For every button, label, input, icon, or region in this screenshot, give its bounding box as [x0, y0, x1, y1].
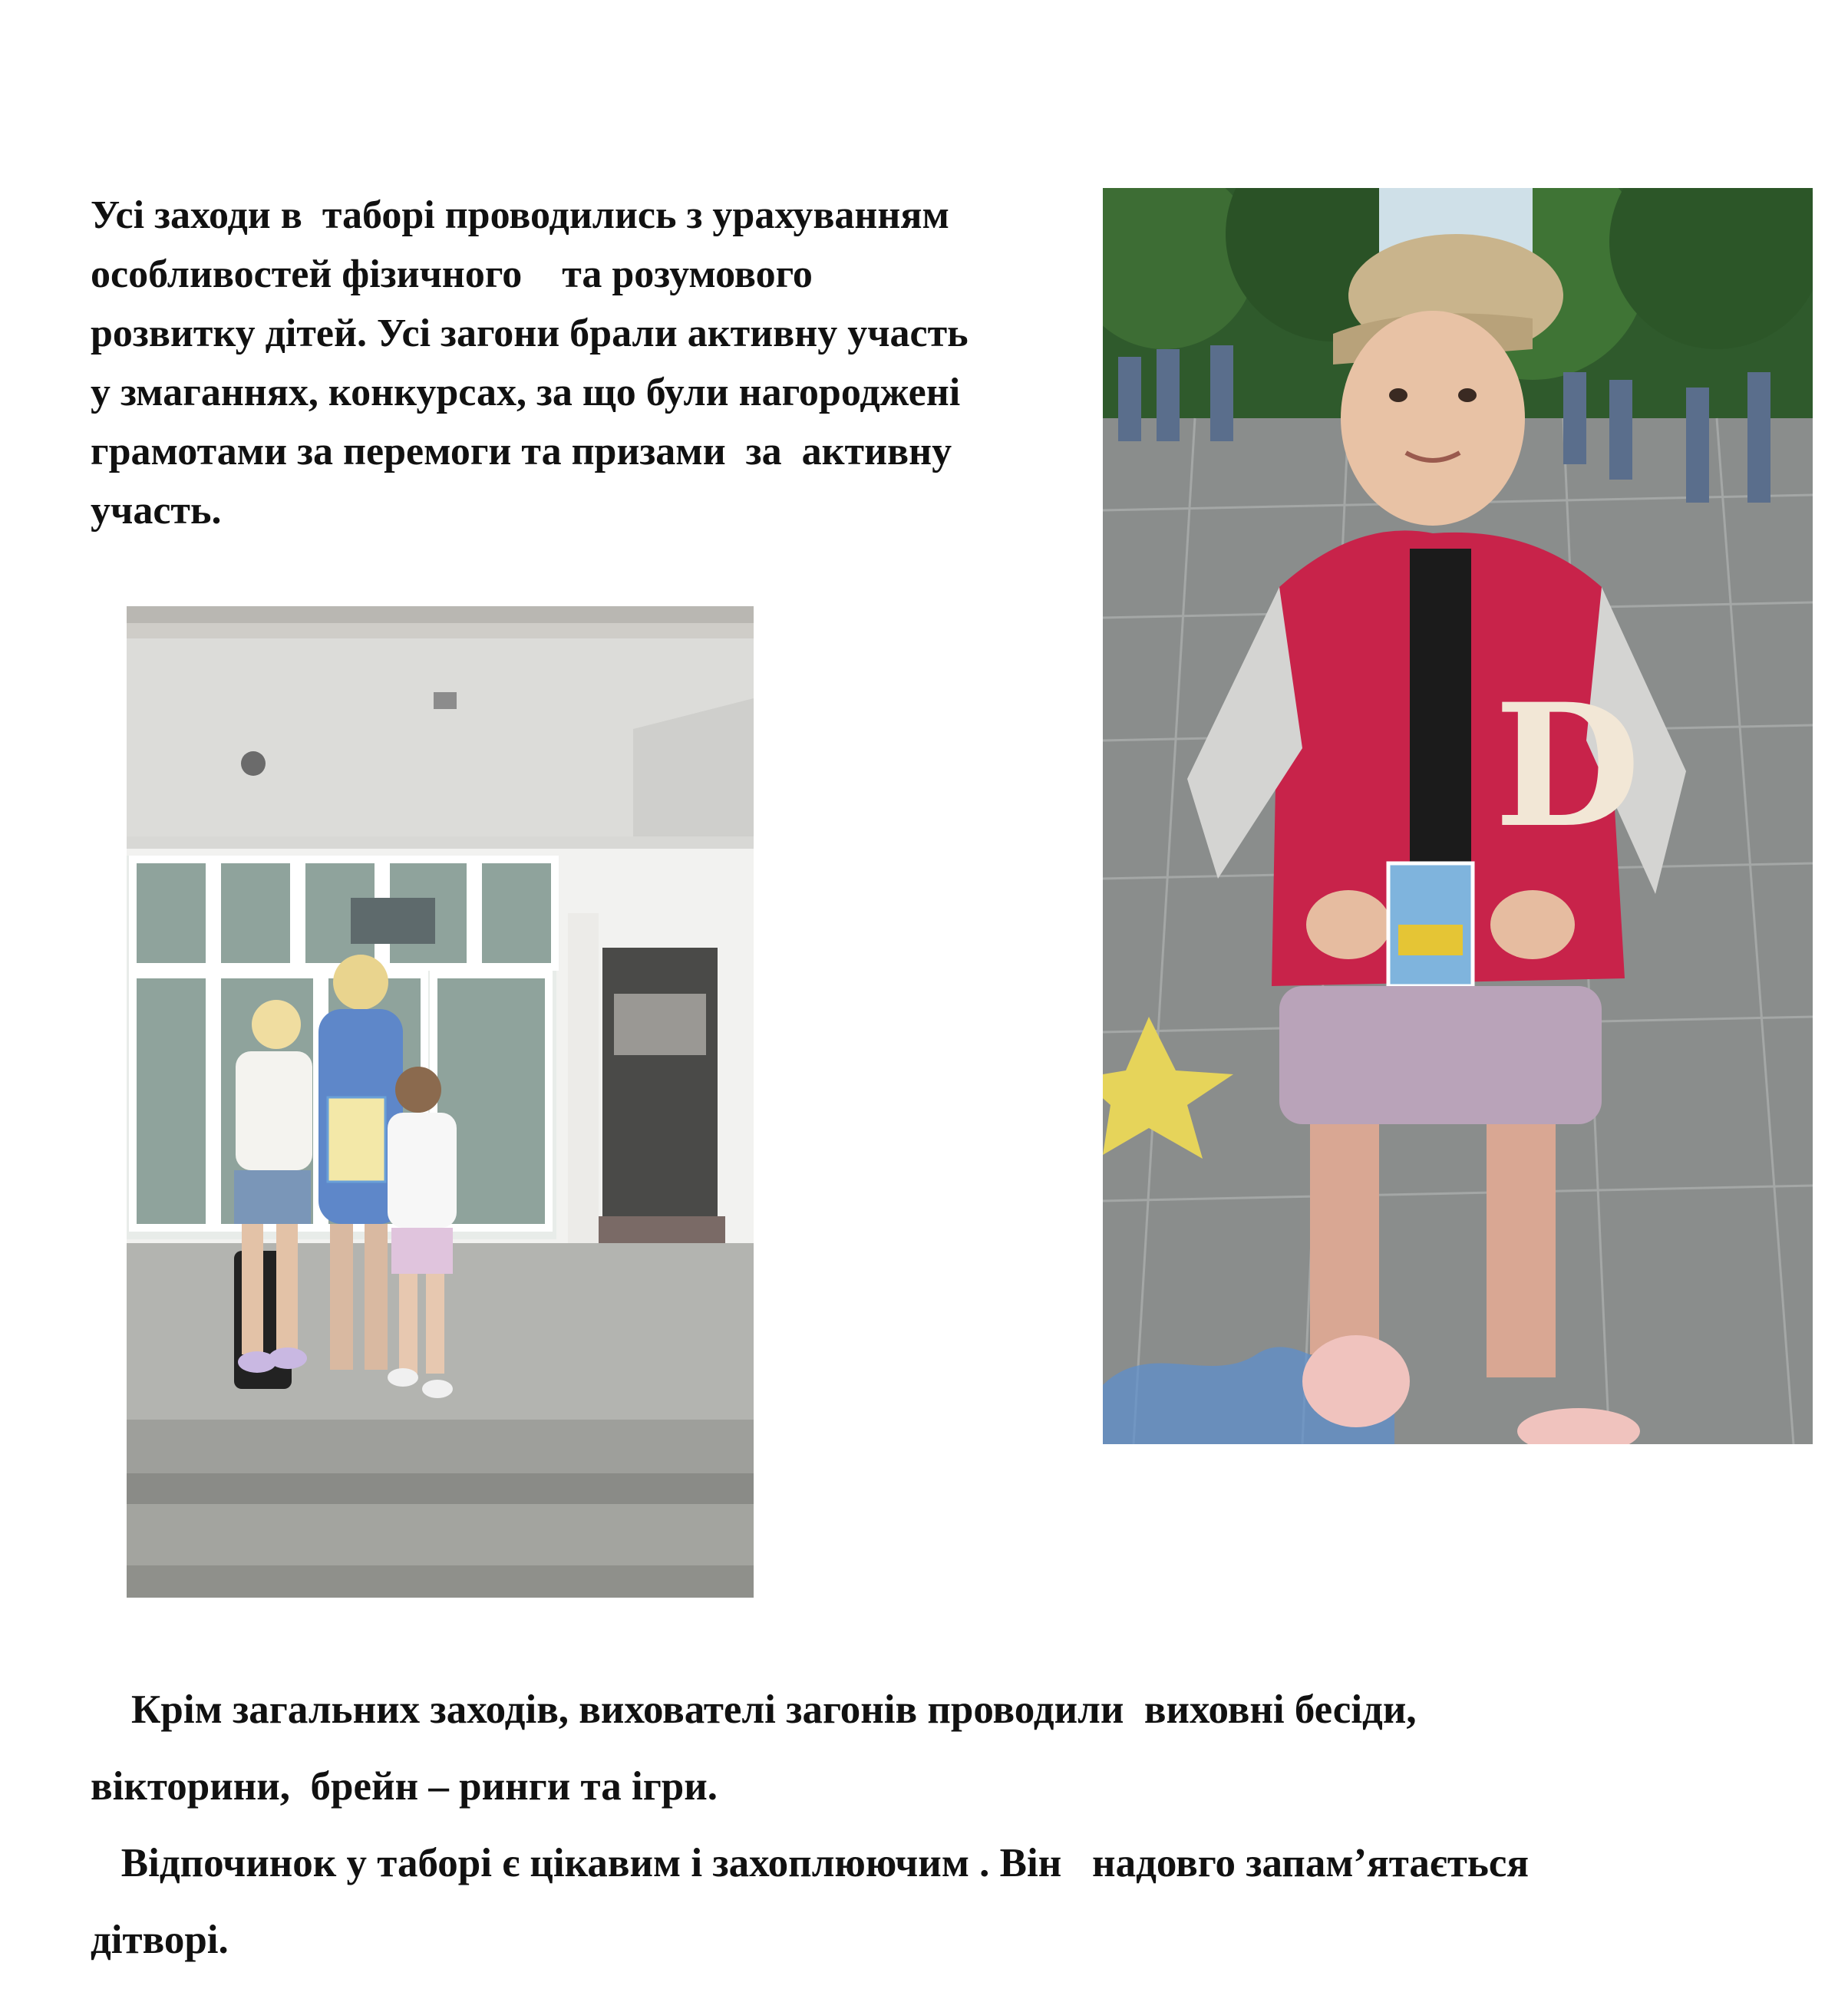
intro-line: грамотами за перемоги та призами за активну	[91, 430, 952, 473]
svg-text:D: D	[1494, 666, 1641, 865]
intro-line: розвитку дітей. Усі загони брали активну участь	[91, 312, 969, 355]
award-ceremony-photo	[127, 606, 754, 1598]
intro-line: Усі заходи в таборі проводились з урахуванням	[91, 193, 949, 237]
closing-line: Крім загальних заходів, вихователі загонів проводили виховні бесіди,	[91, 1687, 1417, 1732]
award-ceremony-image	[127, 606, 754, 1598]
closing-line: вікторини, брейн – ринги та ігри.	[91, 1764, 718, 1809]
girl-with-notebook-photo	[1103, 188, 1813, 1444]
closing-paragraph	[91, 1671, 1802, 1978]
intro-paragraph	[91, 186, 1088, 540]
closing-line: дітворі.	[91, 1918, 229, 1962]
closing-line: Відпочинок у таборі є цікавим і захоплюючим . Він надовго запам’ятається	[91, 1841, 1530, 1885]
intro-line: особливостей фізичного та розумового	[91, 252, 813, 296]
intro-line: у змаганнях, конкурсах, за що були нагороджені	[91, 371, 961, 414]
intro-line: участь.	[91, 489, 222, 533]
girl-with-notebook-image	[1103, 188, 1813, 1444]
